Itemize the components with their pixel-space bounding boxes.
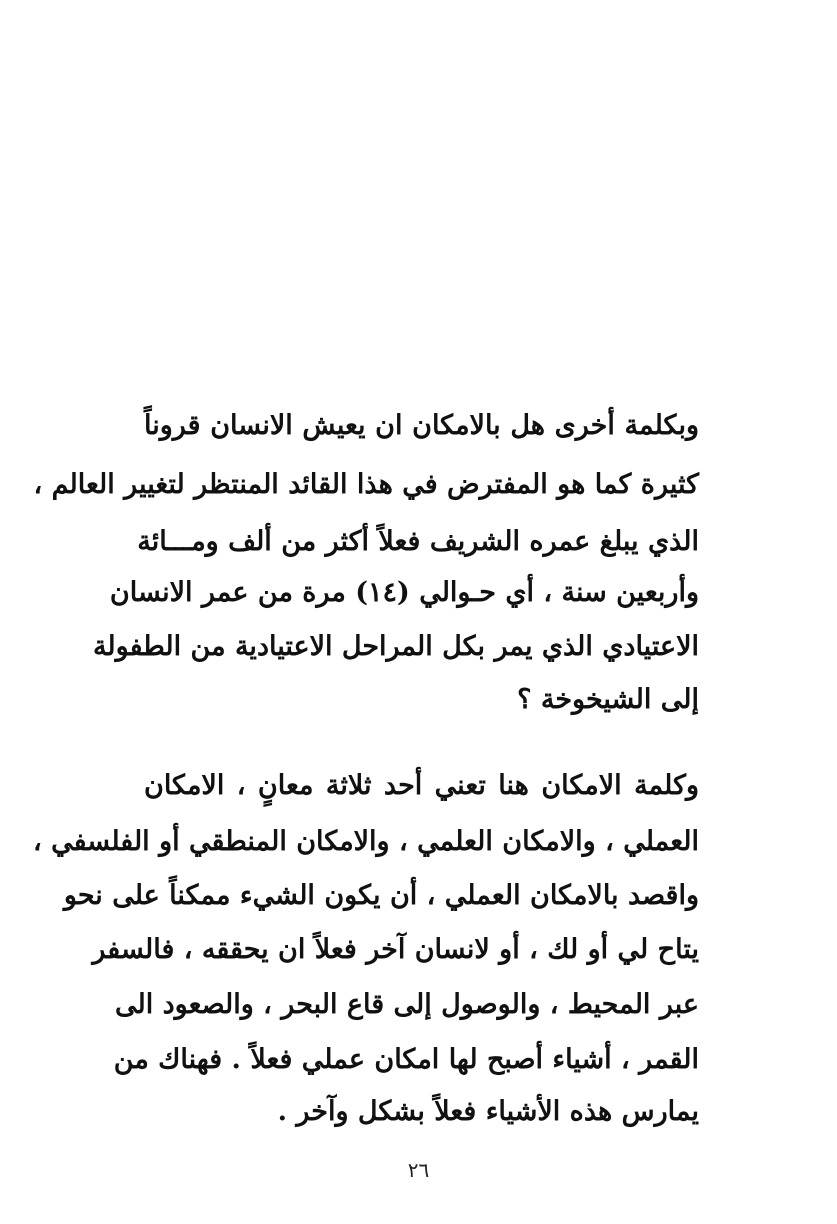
text-line: إلى الشيخوخة ؟ [517,684,699,715]
text-line: واقصد بالامكان العملي ، أن يكون الشيء ممكناً على نحو [63,880,699,911]
text-line: العملي ، والامكان العلمي ، والامكان المنطقي أو الفلسفي ، [33,826,699,857]
text-line: عبر المحيط ، والوصول إلى قاع البحر ، والصعود الى [114,989,699,1020]
text-line: الاعتيادي الذي يمر بكل المراحل الاعتيادية من الطفولة [92,631,699,662]
text-line: وبكلمة أخرى هل بالامكان ان يعيش الانسان قروناً [144,410,699,441]
page-number: ٢٦ [407,1158,430,1182]
text-line: وكلمة الامكان هنا تعني أحد ثلاثة معانٍ ، الامكان [144,770,699,801]
text-line: الذي يبلغ عمره الشريف فعلاً أكثر من ألف ومـــائة [137,526,699,557]
text-line: كثيرة كما هو المفترض في هذا القائد المنتظر لتغيير العالم ، [33,469,699,500]
text-line: القمر ، أشياء أصبح لها امكان عملي فعلاً . فهناك من [113,1044,699,1075]
text-line: يتاح لي أو لك ، أو لانسان آخر فعلاً ان يحققه ، فالسفر [92,934,699,965]
text-line: وأربعين سنة ، أي حـوالي (١٤) مرة من عمر الانسان [109,577,699,608]
text-line: يمارس هذه الأشياء فعلاً بشكل وآخر . [277,1096,699,1127]
